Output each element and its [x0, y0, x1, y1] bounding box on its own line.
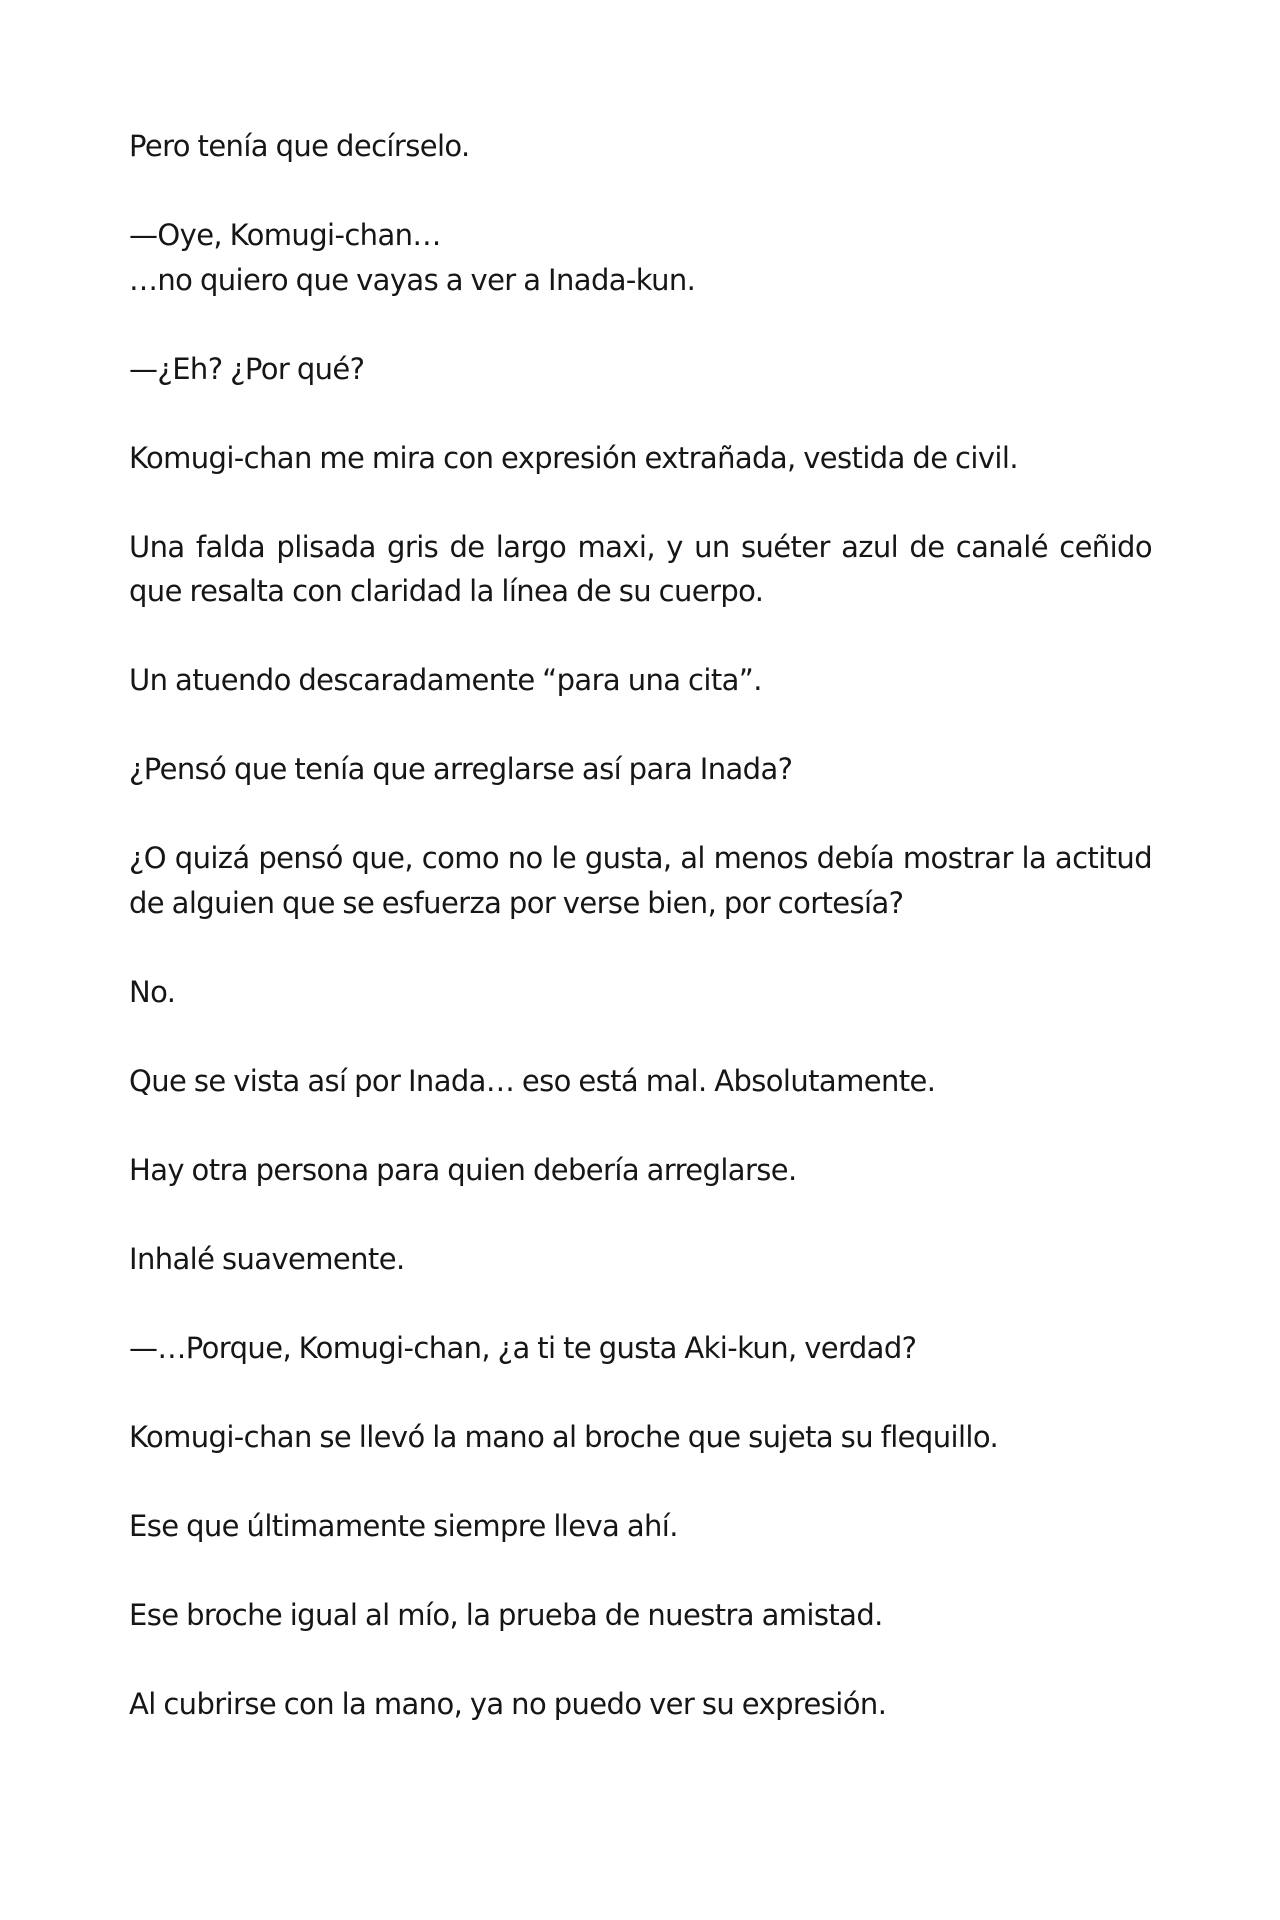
text-line: Ese broche igual al mío, la prueba de nuestra amistad.	[129, 1597, 883, 1632]
text-line: …no quiero que vayas a ver a Inada-kun.	[129, 262, 696, 297]
text-line: Que se vista así por Inada… eso está mal. Absolutamente.	[129, 1063, 936, 1098]
paragraph	[129, 1504, 1152, 1549]
text-line: Hay otra persona para quien debería arreglarse.	[129, 1152, 797, 1187]
text-line: Una falda plisada gris de largo maxi, y un suéter azul de canalé ceñido que resalta con claridad la línea de su cuerpo.	[129, 529, 1152, 608]
paragraph	[129, 1237, 1152, 1282]
text-line: —¿Eh? ¿Por qué?	[129, 351, 365, 386]
paragraph	[129, 747, 1152, 792]
text-line: Pero tenía que decírselo.	[129, 129, 470, 163]
paragraph	[129, 1415, 1152, 1460]
text-line: Komugi-chan se llevó la mano al broche que sujeta su flequillo.	[129, 1419, 999, 1454]
document-page	[129, 124, 1152, 1771]
dialogue-paragraph	[129, 213, 1152, 302]
dialogue-paragraph	[129, 1326, 1152, 1371]
text-line: No.	[129, 974, 176, 1009]
text-line: Ese que últimamente siempre lleva ahí.	[129, 1508, 678, 1543]
paragraph	[129, 836, 1152, 925]
text-line: ¿O quizá pensó que, como no le gusta, al menos debía mostrar la actitud de alguien que se esfuerza por verse bien, por cortesía?	[129, 841, 1152, 920]
paragraph	[129, 1593, 1152, 1638]
dialogue-paragraph	[129, 347, 1152, 392]
text-line: Komugi-chan me mira con expresión extrañada, vestida de civil.	[129, 440, 1018, 475]
paragraph	[129, 970, 1152, 1015]
text-line: Inhalé suavemente.	[129, 1241, 405, 1276]
paragraph	[129, 124, 1152, 169]
text-line: —Oye, Komugi-chan…	[129, 218, 441, 252]
text-line: —…Porque, Komugi-chan, ¿a ti te gusta Aki-kun, verdad?	[129, 1330, 917, 1365]
text-line: ¿Pensó que tenía que arreglarse así para Inada?	[129, 752, 793, 786]
paragraph	[129, 1059, 1152, 1104]
text-line: Un atuendo descaradamente “para una cita”.	[129, 663, 762, 697]
paragraph	[129, 525, 1152, 614]
paragraph	[129, 1682, 1152, 1727]
paragraph	[129, 658, 1152, 703]
paragraph	[129, 1148, 1152, 1193]
paragraph	[129, 436, 1152, 481]
text-line: Al cubrirse con la mano, ya no puedo ver su expresión.	[129, 1686, 887, 1721]
